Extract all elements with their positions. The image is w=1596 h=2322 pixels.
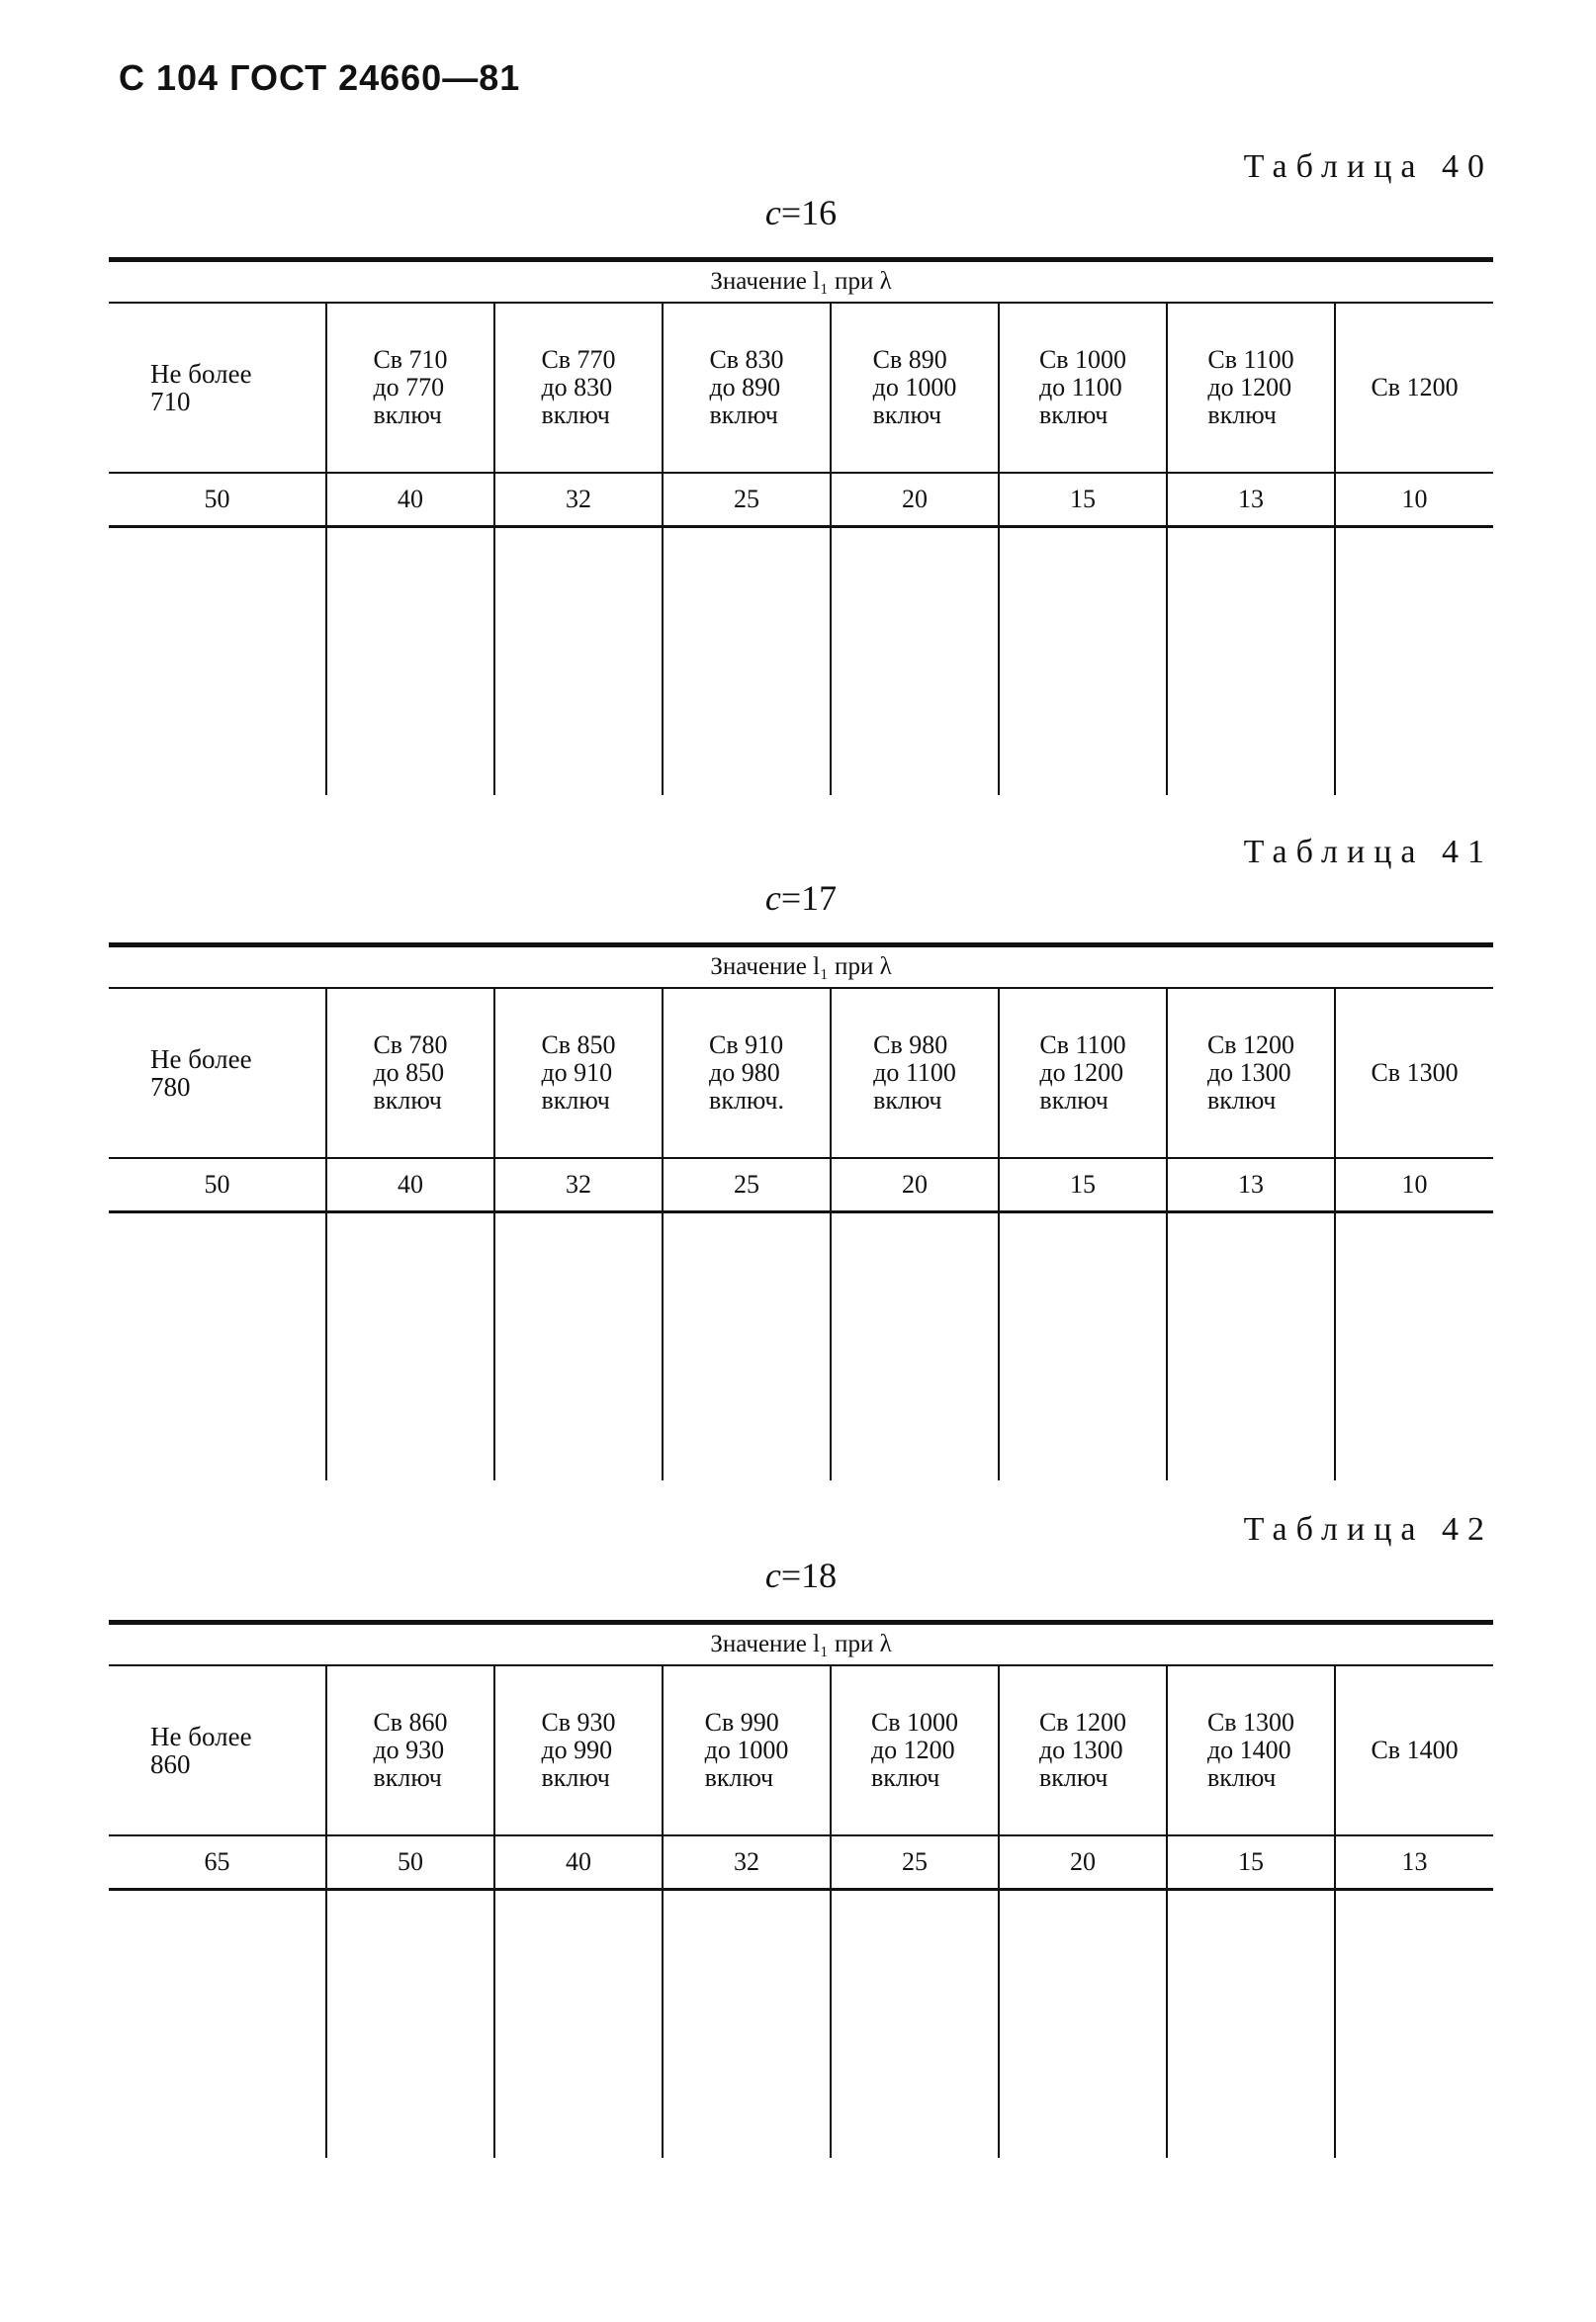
column-header bbox=[831, 988, 999, 1158]
value-cell: 40 bbox=[494, 1835, 663, 1890]
column-header-text bbox=[1207, 1031, 1294, 1115]
caption-row bbox=[109, 260, 1493, 304]
value-cell: 32 bbox=[494, 473, 663, 527]
column-header-line: Св 890 bbox=[872, 345, 947, 374]
value-cell: 15 bbox=[999, 1158, 1167, 1212]
column-header bbox=[831, 303, 999, 473]
column-header-text bbox=[541, 1709, 615, 1792]
value-cell: 50 bbox=[326, 1835, 494, 1890]
empty-row bbox=[109, 527, 1493, 796]
column-header bbox=[663, 1665, 831, 1835]
empty-cell bbox=[326, 1890, 494, 2159]
empty-cell bbox=[109, 1212, 326, 1481]
empty-cell bbox=[663, 1212, 831, 1481]
column-header-line: до 1200 bbox=[1207, 373, 1292, 402]
value-cell: 50 bbox=[109, 1158, 326, 1212]
table-caption: Значение l₁ при λ bbox=[109, 945, 1493, 989]
column-header bbox=[1167, 988, 1335, 1158]
empty-cell bbox=[831, 527, 999, 796]
values-row bbox=[109, 473, 1493, 527]
column-header bbox=[999, 303, 1167, 473]
empty-cell bbox=[1167, 527, 1335, 796]
column-header-line: включ bbox=[1039, 1086, 1108, 1115]
c-number: 18 bbox=[801, 1556, 838, 1595]
column-header bbox=[494, 1665, 663, 1835]
column-header-line: до 1000 bbox=[872, 373, 957, 402]
column-header-line: включ bbox=[873, 1086, 942, 1115]
c-value-heading bbox=[109, 877, 1493, 919]
column-header-line: Св 1200 bbox=[1038, 1708, 1127, 1737]
empty-cell bbox=[999, 1890, 1167, 2159]
empty-cell bbox=[494, 527, 663, 796]
empty-row bbox=[109, 1212, 1493, 1481]
column-header-line: до 1300 bbox=[1206, 1058, 1291, 1087]
page-header: С 104 ГОСТ 24660—81 bbox=[119, 57, 521, 98]
empty-cell bbox=[1167, 1212, 1335, 1481]
column-header-line: включ bbox=[541, 1763, 610, 1792]
column-header-line: включ bbox=[709, 401, 778, 429]
column-header-text bbox=[873, 1031, 956, 1115]
column-header bbox=[109, 988, 326, 1158]
column-header-line: Св 990 bbox=[704, 1708, 779, 1737]
column-header-line: включ bbox=[541, 1086, 610, 1115]
column-header-line: до 1200 bbox=[870, 1736, 955, 1764]
column-header-text bbox=[1371, 1737, 1458, 1764]
column-header-line: Св 1300 bbox=[1371, 1058, 1459, 1087]
table-block bbox=[109, 148, 1493, 811]
column-header-line: Св 1200 bbox=[1206, 1030, 1295, 1059]
column-header-line: включ bbox=[373, 1763, 442, 1792]
value-cell: 13 bbox=[1167, 473, 1335, 527]
column-header bbox=[326, 988, 494, 1158]
column-header-line: включ bbox=[1038, 1763, 1108, 1792]
caption-row bbox=[109, 1623, 1493, 1666]
column-header-line: включ bbox=[872, 401, 942, 429]
value-cell: 20 bbox=[831, 473, 999, 527]
column-header bbox=[1167, 303, 1335, 473]
empty-cell bbox=[1167, 1890, 1335, 2159]
empty-cell bbox=[326, 1212, 494, 1481]
column-header-text bbox=[873, 346, 957, 429]
column-header-line: включ bbox=[1206, 1763, 1277, 1792]
values-row bbox=[109, 1835, 1493, 1890]
column-header-line: до 890 bbox=[709, 373, 781, 402]
column-header-line: до 980 bbox=[709, 1058, 780, 1087]
column-header bbox=[1335, 1665, 1493, 1835]
column-header bbox=[831, 1665, 999, 1835]
column-header-line: Св 770 bbox=[541, 345, 616, 374]
column-header-text bbox=[709, 1031, 784, 1115]
column-header bbox=[1167, 1665, 1335, 1835]
value-cell: 10 bbox=[1335, 1158, 1493, 1212]
column-header-line: 780 bbox=[150, 1072, 191, 1102]
column-header bbox=[326, 1665, 494, 1835]
values-row bbox=[109, 1158, 1493, 1212]
column-header-line: включ bbox=[1207, 401, 1277, 429]
column-header-line: Св 1400 bbox=[1371, 1736, 1459, 1764]
empty-row bbox=[109, 1890, 1493, 2159]
empty-cell bbox=[999, 1212, 1167, 1481]
empty-cell bbox=[663, 1890, 831, 2159]
column-header bbox=[1335, 988, 1493, 1158]
column-header-line: до 1400 bbox=[1206, 1736, 1291, 1764]
column-header-text bbox=[705, 1709, 789, 1792]
empty-cell bbox=[326, 527, 494, 796]
column-header-text bbox=[709, 346, 783, 429]
table-label: Таблица 42 bbox=[1243, 1511, 1493, 1548]
column-header bbox=[109, 303, 326, 473]
column-header-line: до 850 bbox=[373, 1058, 445, 1087]
column-header-line: Св 1100 bbox=[1207, 345, 1294, 374]
column-header bbox=[1335, 303, 1493, 473]
column-header-line: Св 850 bbox=[541, 1030, 616, 1059]
value-cell: 50 bbox=[109, 473, 326, 527]
column-header-line: Св 710 bbox=[373, 345, 448, 374]
column-header bbox=[494, 988, 663, 1158]
empty-cell bbox=[999, 527, 1167, 796]
column-header-line: включ bbox=[1038, 401, 1108, 429]
column-header-line: Св 1200 bbox=[1371, 373, 1459, 402]
column-header-line: Св 830 bbox=[709, 345, 784, 374]
column-header-line: до 1000 bbox=[704, 1736, 789, 1764]
equals-sign: = bbox=[780, 193, 802, 232]
column-header-line: включ bbox=[373, 401, 442, 429]
column-header-line: до 1300 bbox=[1038, 1736, 1123, 1764]
column-header-line: до 1100 bbox=[1038, 373, 1122, 402]
column-header-line: Св 1100 bbox=[1039, 1030, 1126, 1059]
table-block bbox=[109, 834, 1493, 1496]
empty-cell bbox=[1335, 527, 1493, 796]
equals-sign: = bbox=[780, 1556, 802, 1595]
value-cell: 20 bbox=[999, 1835, 1167, 1890]
c-value-heading bbox=[109, 1555, 1493, 1596]
value-cell: 32 bbox=[494, 1158, 663, 1212]
column-header-text bbox=[1371, 1059, 1458, 1087]
column-header-line: Не более bbox=[150, 1044, 252, 1074]
column-header-text bbox=[1039, 1031, 1125, 1115]
c-variable: c bbox=[764, 193, 781, 232]
c-variable: c bbox=[764, 1556, 781, 1595]
column-header-text bbox=[150, 360, 252, 415]
value-cell: 10 bbox=[1335, 473, 1493, 527]
column-header-line: 860 bbox=[150, 1749, 191, 1779]
column-header-line: включ bbox=[373, 1086, 442, 1115]
empty-cell bbox=[663, 527, 831, 796]
empty-cell bbox=[109, 527, 326, 796]
column-header bbox=[999, 988, 1167, 1158]
column-header-text bbox=[541, 1031, 615, 1115]
column-header-line: до 1200 bbox=[1039, 1058, 1124, 1087]
column-header-text bbox=[1371, 374, 1458, 402]
table-caption: Значение l₁ при λ bbox=[109, 260, 1493, 304]
column-header-line: Св 1000 bbox=[870, 1708, 959, 1737]
table-caption: Значение l₁ при λ bbox=[109, 1623, 1493, 1666]
data-table bbox=[109, 257, 1493, 795]
column-header-text bbox=[1207, 1709, 1294, 1792]
column-header-line: до 910 bbox=[541, 1058, 613, 1087]
column-header-line: Св 930 bbox=[541, 1708, 616, 1737]
column-header-line: до 930 bbox=[373, 1736, 445, 1764]
column-header bbox=[663, 303, 831, 473]
column-header-text bbox=[150, 1045, 252, 1101]
table-block bbox=[109, 1511, 1493, 2174]
equals-sign: = bbox=[780, 878, 802, 918]
column-header-row bbox=[109, 303, 1493, 473]
column-header-line: Не более bbox=[150, 1722, 252, 1751]
column-header-text bbox=[150, 1723, 252, 1778]
table-label: Таблица 40 bbox=[1243, 148, 1493, 185]
column-header bbox=[494, 303, 663, 473]
column-header-text bbox=[1207, 346, 1293, 429]
column-header-line: Св 1000 bbox=[1038, 345, 1127, 374]
c-number: 16 bbox=[801, 193, 838, 232]
value-cell: 40 bbox=[326, 473, 494, 527]
data-table bbox=[109, 942, 1493, 1480]
column-header-text bbox=[1039, 346, 1126, 429]
column-header-line: Св 780 bbox=[373, 1030, 448, 1059]
value-cell: 20 bbox=[831, 1158, 999, 1212]
value-cell: 13 bbox=[1335, 1835, 1493, 1890]
c-variable: c bbox=[764, 878, 781, 918]
column-header-text bbox=[373, 1031, 447, 1115]
value-cell: 25 bbox=[663, 473, 831, 527]
column-header bbox=[109, 1665, 326, 1835]
c-number: 17 bbox=[801, 878, 838, 918]
column-header-row bbox=[109, 988, 1493, 1158]
column-header-line: включ. bbox=[709, 1086, 784, 1115]
column-header bbox=[999, 1665, 1167, 1835]
column-header-line: Св 860 bbox=[373, 1708, 448, 1737]
value-cell: 15 bbox=[1167, 1835, 1335, 1890]
empty-cell bbox=[831, 1212, 999, 1481]
column-header-line: включ bbox=[541, 401, 610, 429]
empty-cell bbox=[1335, 1212, 1493, 1481]
value-cell: 25 bbox=[831, 1835, 999, 1890]
column-header-row bbox=[109, 1665, 1493, 1835]
column-header-line: до 770 bbox=[373, 373, 445, 402]
column-header-text bbox=[373, 346, 447, 429]
value-cell: 65 bbox=[109, 1835, 326, 1890]
value-cell: 25 bbox=[663, 1158, 831, 1212]
column-header-line: 710 bbox=[150, 387, 191, 416]
column-header-line: до 990 bbox=[541, 1736, 613, 1764]
empty-cell bbox=[1335, 1890, 1493, 2159]
data-table bbox=[109, 1620, 1493, 2158]
column-header-line: включ bbox=[870, 1763, 940, 1792]
value-cell: 40 bbox=[326, 1158, 494, 1212]
empty-cell bbox=[494, 1890, 663, 2159]
empty-cell bbox=[109, 1890, 326, 2159]
column-header-line: Св 910 bbox=[709, 1030, 784, 1059]
value-cell: 32 bbox=[663, 1835, 831, 1890]
column-header-line: до 1100 bbox=[873, 1058, 956, 1087]
table-label: Таблица 41 bbox=[1243, 834, 1493, 870]
column-header-line: до 830 bbox=[541, 373, 613, 402]
column-header-text bbox=[1039, 1709, 1126, 1792]
column-header bbox=[326, 303, 494, 473]
column-header-text bbox=[541, 346, 615, 429]
column-header-line: включ bbox=[704, 1763, 774, 1792]
empty-cell bbox=[494, 1212, 663, 1481]
caption-row bbox=[109, 945, 1493, 989]
column-header-line: Св 1300 bbox=[1206, 1708, 1295, 1737]
column-header bbox=[663, 988, 831, 1158]
column-header-line: включ bbox=[1206, 1086, 1277, 1115]
column-header-line: Св 980 bbox=[873, 1030, 948, 1059]
column-header-text bbox=[373, 1709, 447, 1792]
value-cell: 13 bbox=[1167, 1158, 1335, 1212]
empty-cell bbox=[831, 1890, 999, 2159]
column-header-line: Не более bbox=[150, 359, 252, 389]
c-value-heading bbox=[109, 192, 1493, 233]
column-header-text bbox=[871, 1709, 958, 1792]
value-cell: 15 bbox=[999, 473, 1167, 527]
